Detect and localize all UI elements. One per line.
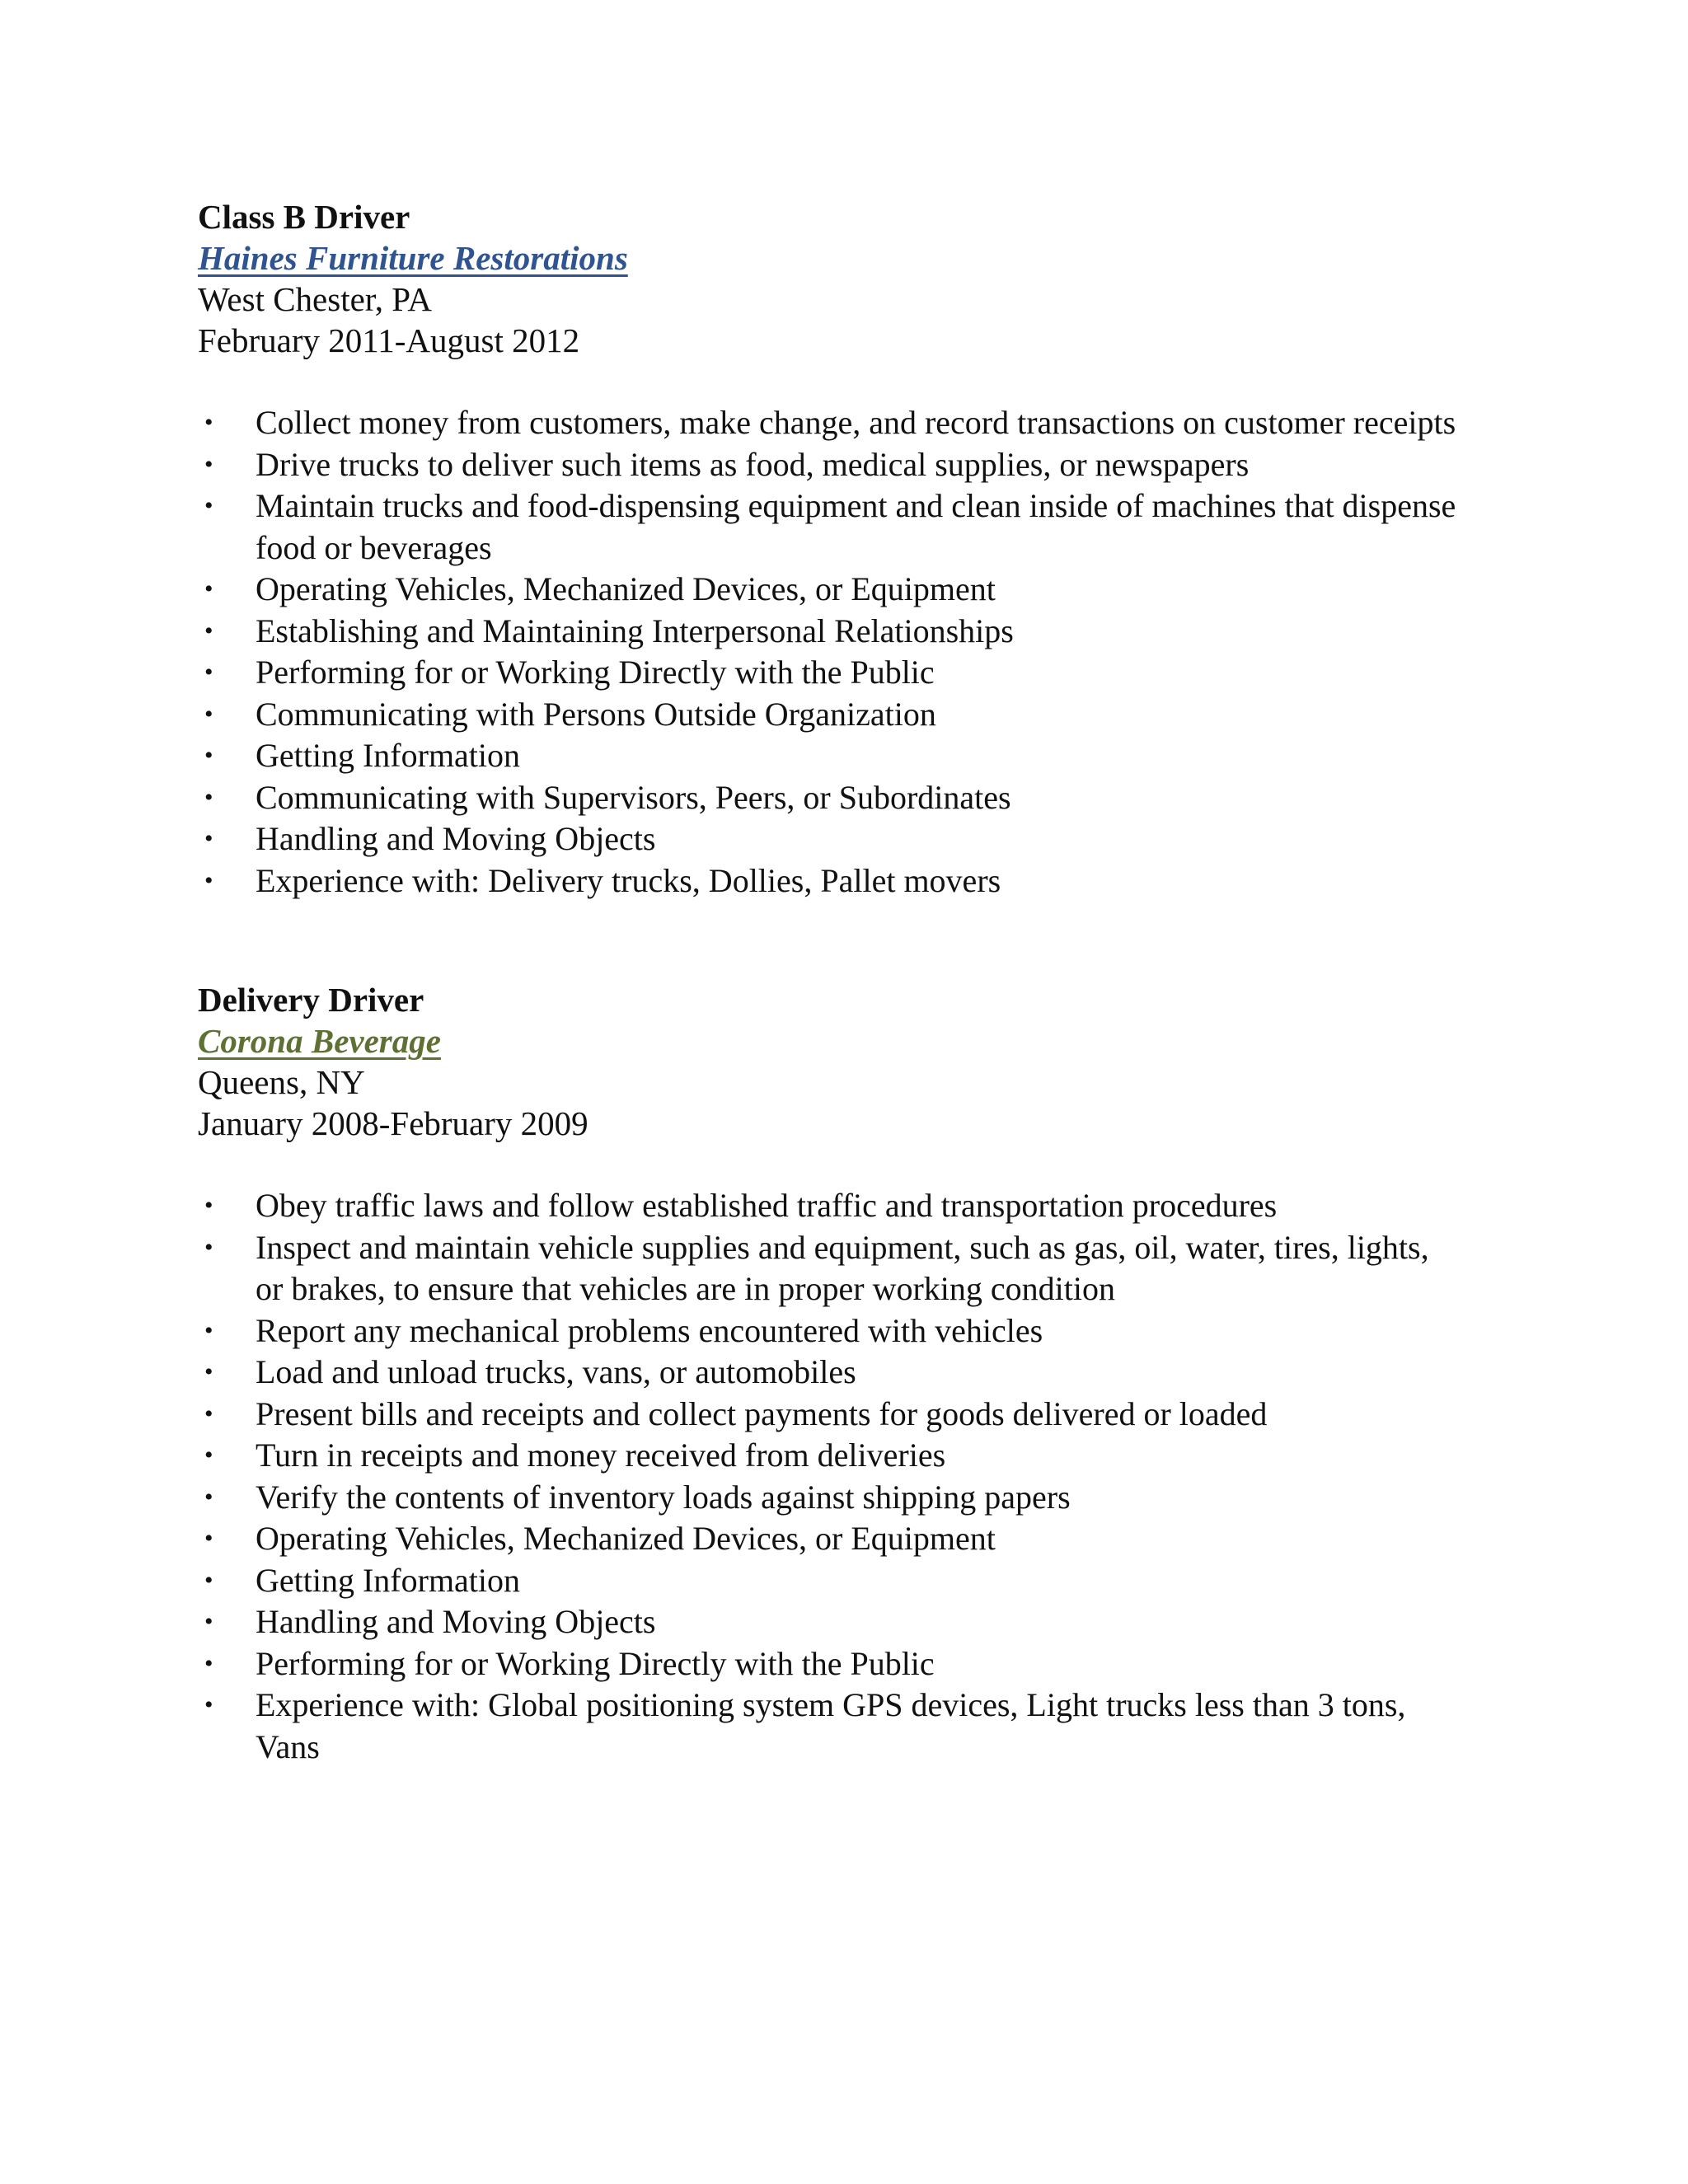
duty-item xyxy=(198,1435,1459,1477)
job-title: Class B Driver xyxy=(198,198,410,236)
duty-text: Operating Vehicles, Mechanized Devices, or Equipment xyxy=(256,570,996,607)
duty-text: Report any mechanical problems encountered with vehicles xyxy=(256,1311,1043,1349)
bullet-icon: • xyxy=(204,1566,213,1594)
duty-text: Obey traffic laws and follow established traffic and transportation procedures xyxy=(256,1187,1278,1224)
duties-list xyxy=(198,402,1517,902)
duty-text: Experience with: Delivery trucks, Dollies, Pallet movers xyxy=(256,861,1001,899)
duty-item xyxy=(198,1310,1459,1352)
bullet-icon: • xyxy=(204,1608,213,1635)
bullet-icon: • xyxy=(204,783,213,811)
bullet-icon: • xyxy=(204,616,213,644)
bullet-icon: • xyxy=(204,866,213,894)
duty-text: Experience with: Global positioning system GPS devices, Light trucks less than 3 tons, Vans xyxy=(256,1686,1406,1765)
duty-item xyxy=(198,1477,1459,1519)
duty-item xyxy=(198,444,1459,486)
duty-text: Operating Vehicles, Mechanized Devices, or Equipment xyxy=(256,1520,996,1557)
company-link[interactable]: Haines Furniture Restorations xyxy=(198,239,628,277)
job-title: Delivery Driver xyxy=(198,981,424,1019)
job-entry-delivery-driver xyxy=(198,979,1517,1768)
duty-text: Performing for or Working Directly with the Public xyxy=(256,654,935,691)
duty-item xyxy=(198,1601,1459,1643)
duty-text: Drive trucks to deliver such items as food, medical supplies, or newspapers xyxy=(256,445,1250,483)
bullet-icon: • xyxy=(204,1441,213,1469)
bullet-icon: • xyxy=(204,1233,213,1261)
job-location: West Chester, PA xyxy=(198,280,432,318)
duty-text: Present bills and receipts and collect payments for goods delivered or loaded xyxy=(256,1394,1268,1432)
duty-text: Turn in receipts and money received from deliveries xyxy=(256,1436,946,1474)
job-dates: February 2011-August 2012 xyxy=(198,321,580,359)
bullet-icon: • xyxy=(204,658,213,686)
bullet-icon: • xyxy=(204,450,213,478)
duty-item xyxy=(198,860,1459,902)
duty-item xyxy=(198,1394,1459,1436)
duty-text: Establishing and Maintaining Interpersonal Relationships xyxy=(256,612,1014,649)
duty-text: Handling and Moving Objects xyxy=(256,1603,656,1640)
job-dates: January 2008-February 2009 xyxy=(198,1104,588,1142)
duty-text: Getting Information xyxy=(256,1561,521,1599)
duty-item xyxy=(198,402,1459,444)
bullet-icon: • xyxy=(204,1691,213,1718)
duty-item xyxy=(198,818,1459,860)
bullet-icon: • xyxy=(204,1316,213,1344)
duty-item xyxy=(198,1518,1459,1560)
duty-item xyxy=(198,1185,1459,1227)
bullet-icon: • xyxy=(204,1399,213,1427)
bullet-icon: • xyxy=(204,742,213,769)
duty-item xyxy=(198,611,1459,653)
bullet-icon: • xyxy=(204,1649,213,1677)
job-location: Queens, NY xyxy=(198,1063,365,1101)
duty-text: Performing for or Working Directly with the Public xyxy=(256,1644,935,1682)
duty-text: Communicating with Supervisors, Peers, or Subordinates xyxy=(256,778,1011,816)
duty-text: Load and unload trucks, vans, or automobiles xyxy=(256,1353,856,1390)
job-entry-class-b-driver xyxy=(198,196,1517,902)
duty-item xyxy=(198,485,1459,569)
bullet-icon: • xyxy=(204,1192,213,1219)
duty-item xyxy=(198,1352,1459,1394)
duty-item xyxy=(198,1685,1459,1768)
duty-text: Handling and Moving Objects xyxy=(256,820,656,857)
duty-text: Inspect and maintain vehicle supplies and equipment, such as gas, oil, water, tires, lights, or brakes, to ensure that vehicles are in proper working condition xyxy=(256,1228,1429,1307)
duty-item xyxy=(198,569,1459,611)
bullet-icon: • xyxy=(204,1525,213,1552)
bullet-icon: • xyxy=(204,700,213,728)
duty-item xyxy=(198,1227,1459,1310)
duty-text: Communicating with Persons Outside Organization xyxy=(256,695,936,733)
bullet-icon: • xyxy=(204,1358,213,1385)
duty-text: Getting Information xyxy=(256,737,521,774)
company-link[interactable]: Corona Beverage xyxy=(198,1022,441,1060)
duty-item xyxy=(198,777,1459,819)
bullet-icon: • xyxy=(204,409,213,436)
bullet-icon: • xyxy=(204,1483,213,1511)
bullet-icon: • xyxy=(204,575,213,602)
duty-text: Maintain trucks and food-dispensing equipment and clean inside of machines that dispense food or beverages xyxy=(256,487,1456,566)
duty-item xyxy=(198,735,1459,777)
duty-item xyxy=(198,1560,1459,1602)
bullet-icon: • xyxy=(204,825,213,852)
duties-list xyxy=(198,1185,1517,1768)
bullet-icon: • xyxy=(204,492,213,519)
duty-text: Collect money from customers, make change, and record transactions on customer receipts xyxy=(256,404,1456,441)
duty-item xyxy=(198,652,1459,694)
duty-text: Verify the contents of inventory loads against shipping papers xyxy=(256,1478,1071,1516)
duty-item xyxy=(198,1643,1459,1685)
duty-item xyxy=(198,694,1459,736)
